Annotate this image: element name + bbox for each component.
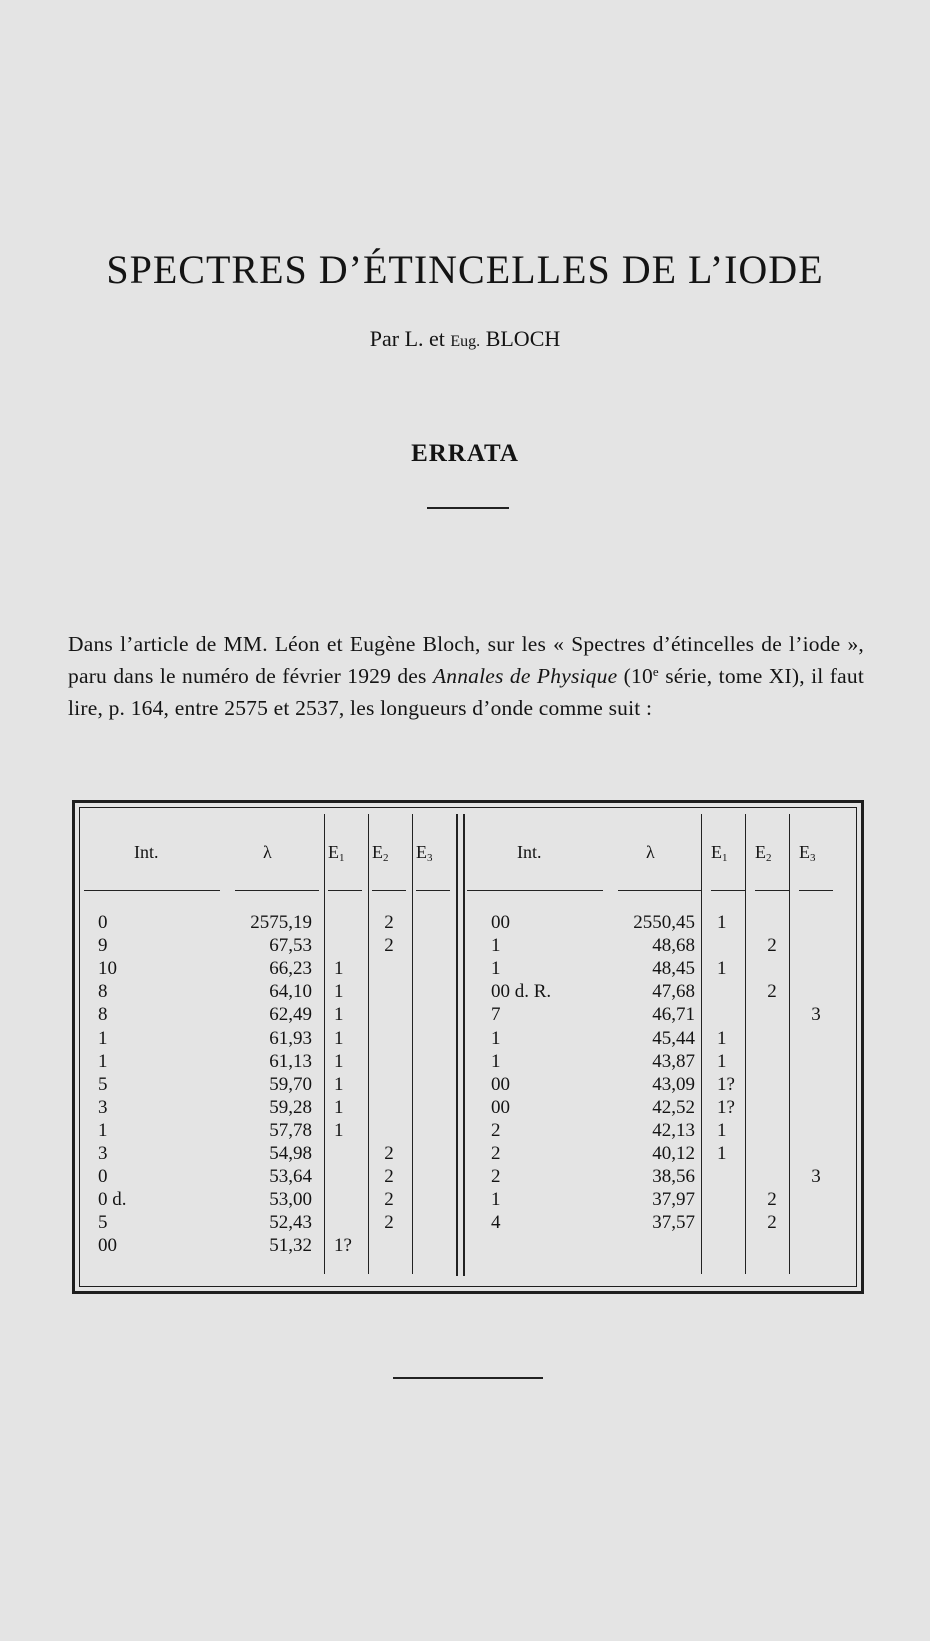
column-separator [789, 814, 790, 1274]
right-header-dash [467, 890, 603, 891]
header-e-letter: E [372, 842, 383, 862]
right-lambda-cell: 2550,45 [633, 912, 695, 933]
right-int-cell: 1 [491, 1189, 501, 1210]
header-e-subscript: 2 [766, 852, 772, 864]
left-lambda-cell: 51,32 [269, 1235, 312, 1256]
right-int-cell: 1 [491, 1051, 501, 1072]
left-header-e1 [328, 842, 345, 864]
right-int-cell: 2 [491, 1120, 501, 1141]
right-lambda-cell: 40,12 [652, 1143, 695, 1164]
right-lambda-cell: 48,68 [652, 935, 695, 956]
right-lambda-cell: 46,71 [652, 1004, 695, 1025]
right-int-cell: 1 [491, 935, 501, 956]
left-int-cell: 5 [98, 1212, 108, 1233]
left-int-cell: 8 [98, 981, 108, 1002]
byline-first-name: Eug. [450, 333, 481, 350]
right-e1-cell: 1? [717, 1097, 735, 1118]
right-e1-cell: 1 [717, 1143, 727, 1164]
left-int-cell: 1 [98, 1120, 108, 1141]
left-header-dash [416, 890, 450, 891]
right-lambda-cell: 47,68 [652, 981, 695, 1002]
left-header-lambda: λ [263, 842, 272, 862]
column-separator [745, 814, 746, 1274]
paragraph-text-3: série, tome XI), il faut lire, p. 164, entre 2575 et 2537, les longueurs d’onde comme suit : [68, 664, 864, 720]
right-int-cell: 7 [491, 1004, 501, 1025]
table-inner-border [79, 807, 857, 1287]
right-e2-cell: 2 [767, 1189, 777, 1210]
wavelength-table [72, 800, 864, 1294]
header-e-subscript: 3 [810, 852, 816, 864]
right-lambda-cell: 37,57 [652, 1212, 695, 1233]
byline-surname: BLOCH [485, 326, 561, 351]
right-header-dash [799, 890, 833, 891]
right-e2-cell: 2 [767, 1212, 777, 1233]
ordinal-suffix: e [652, 664, 659, 679]
paragraph-text-2: (10 [623, 664, 653, 688]
left-e1-cell: 1 [334, 1097, 344, 1118]
left-header-dash [84, 890, 220, 891]
left-e2-cell: 2 [384, 1143, 394, 1164]
left-lambda-cell: 59,70 [269, 1074, 312, 1095]
right-int-cell: 1 [491, 958, 501, 979]
right-int-cell: 00 [491, 912, 510, 933]
left-e1-cell: 1 [334, 1120, 344, 1141]
column-separator [324, 814, 325, 1274]
left-e1-cell: 1 [334, 1074, 344, 1095]
section-heading: ERRATA [411, 440, 519, 467]
left-e1-cell: 1 [334, 1004, 344, 1025]
right-e1-cell: 1? [717, 1074, 735, 1095]
right-header-dash [755, 890, 789, 891]
right-header-dash [618, 890, 702, 891]
right-e1-cell: 1 [717, 1028, 727, 1049]
left-e1-cell: 1 [334, 981, 344, 1002]
left-lambda-cell: 64,10 [269, 981, 312, 1002]
right-lambda-cell: 38,56 [652, 1166, 695, 1187]
header-e-letter: E [328, 842, 339, 862]
article-title: SPECTRES D’ÉTINCELLES DE L’IODE [106, 247, 824, 292]
left-int-cell: 8 [98, 1004, 108, 1025]
left-lambda-cell: 52,43 [269, 1212, 312, 1233]
left-int-cell: 5 [98, 1074, 108, 1095]
left-int-cell: 1 [98, 1051, 108, 1072]
left-e1-cell: 1 [334, 1028, 344, 1049]
left-lambda-cell: 67,53 [269, 935, 312, 956]
right-lambda-cell: 42,52 [652, 1097, 695, 1118]
right-lambda-cell: 45,44 [652, 1028, 695, 1049]
errata-paragraph [68, 628, 864, 724]
header-e-letter: E [416, 842, 427, 862]
right-lambda-cell: 43,87 [652, 1051, 695, 1072]
right-int-cell: 2 [491, 1166, 501, 1187]
left-int-cell: 10 [98, 958, 117, 979]
left-int-cell: 3 [98, 1143, 108, 1164]
right-header-e2 [755, 842, 772, 864]
right-header-e1 [711, 842, 728, 864]
right-lambda-cell: 42,13 [652, 1120, 695, 1141]
left-lambda-cell: 62,49 [269, 1004, 312, 1025]
left-int-cell: 0 [98, 912, 108, 933]
right-int-cell: 00 [491, 1097, 510, 1118]
end-rule [393, 1377, 543, 1379]
header-e-letter: E [711, 842, 722, 862]
left-int-cell: 1 [98, 1028, 108, 1049]
left-lambda-cell: 66,23 [269, 958, 312, 979]
left-lambda-cell: 53,64 [269, 1166, 312, 1187]
left-header-e2 [372, 842, 389, 864]
left-int-cell: 00 [98, 1235, 117, 1256]
right-e1-cell: 1 [717, 912, 727, 933]
column-separator [701, 814, 702, 1274]
left-e2-cell: 2 [384, 935, 394, 956]
right-int-cell: 4 [491, 1212, 501, 1233]
left-int-cell: 9 [98, 935, 108, 956]
right-header-e3 [799, 842, 816, 864]
left-e2-cell: 2 [384, 912, 394, 933]
left-header-int: Int. [134, 842, 159, 862]
left-lambda-cell: 53,00 [269, 1189, 312, 1210]
column-separator [412, 814, 413, 1274]
header-e-subscript: 2 [383, 852, 389, 864]
right-header-lambda: λ [646, 842, 655, 862]
left-e2-cell: 2 [384, 1212, 394, 1233]
left-header-dash [328, 890, 362, 891]
byline-prefix: Par L. et [369, 326, 445, 351]
right-e3-cell: 3 [811, 1004, 821, 1025]
journal-name: Annales de Physique [432, 664, 618, 688]
left-header-dash [235, 890, 319, 891]
header-e-letter: E [799, 842, 810, 862]
right-e1-cell: 1 [717, 1120, 727, 1141]
left-int-cell: 0 d. [98, 1189, 127, 1210]
left-e1-cell: 1? [334, 1235, 352, 1256]
left-e1-cell: 1 [334, 958, 344, 979]
right-e1-cell: 1 [717, 1051, 727, 1072]
table-middle-double-rule [456, 814, 465, 1276]
left-int-cell: 0 [98, 1166, 108, 1187]
right-lambda-cell: 37,97 [652, 1189, 695, 1210]
left-e1-cell: 1 [334, 1051, 344, 1072]
right-int-cell: 00 [491, 1074, 510, 1095]
left-lambda-cell: 61,13 [269, 1051, 312, 1072]
right-e1-cell: 1 [717, 958, 727, 979]
right-e2-cell: 2 [767, 935, 777, 956]
paragraph-text-1: Dans l’article de MM. Léon et Eugène Bloch, sur les « Spectres d’étincelles de l’iode », paru dans le numéro de février 1929 des [68, 632, 864, 688]
right-header-int: Int. [517, 842, 542, 862]
left-e2-cell: 2 [384, 1166, 394, 1187]
left-header-dash [372, 890, 406, 891]
right-lambda-cell: 48,45 [652, 958, 695, 979]
title-rule [427, 507, 509, 509]
right-int-cell: 1 [491, 1028, 501, 1049]
header-e-letter: E [755, 842, 766, 862]
left-lambda-cell: 61,93 [269, 1028, 312, 1049]
left-lambda-cell: 59,28 [269, 1097, 312, 1118]
left-lambda-cell: 57,78 [269, 1120, 312, 1141]
header-e-subscript: 1 [339, 852, 345, 864]
header-e-subscript: 1 [722, 852, 728, 864]
byline [0, 326, 930, 352]
left-lambda-cell: 2575,19 [250, 912, 312, 933]
right-header-dash [711, 890, 745, 891]
left-lambda-cell: 54,98 [269, 1143, 312, 1164]
left-e2-cell: 2 [384, 1189, 394, 1210]
column-separator [368, 814, 369, 1274]
header-e-subscript: 3 [427, 852, 433, 864]
right-int-cell: 00 d. R. [491, 981, 552, 1002]
right-lambda-cell: 43,09 [652, 1074, 695, 1095]
left-header-e3 [416, 842, 433, 864]
left-int-cell: 3 [98, 1097, 108, 1118]
right-e2-cell: 2 [767, 981, 777, 1002]
right-int-cell: 2 [491, 1143, 501, 1164]
right-e3-cell: 3 [811, 1166, 821, 1187]
